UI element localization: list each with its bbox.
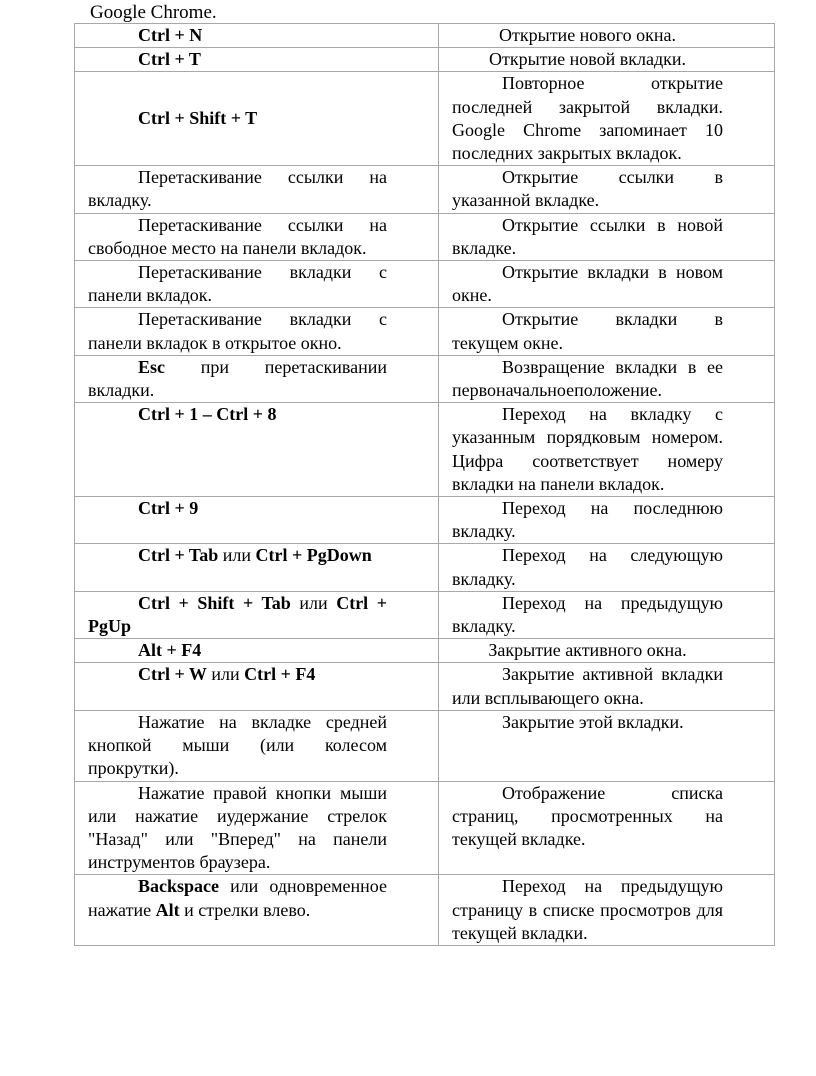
shortcut-text [88,308,387,354]
shortcut-text [88,107,387,130]
shortcut-cell [75,166,439,213]
action-cell [439,781,775,875]
shortcut-key: Ctrl + Tab [138,545,219,566]
action-text: Открытие вкладки в текущем окне. [452,309,723,353]
shortcut-text [88,403,387,426]
table-row [75,166,775,213]
shortcut-cell [75,72,439,166]
shortcut-key: Ctrl + 9 [138,498,199,519]
page-title: Google Chrome. [90,2,217,23]
shortcut-key: Ctrl + Shift + Tab [138,592,291,613]
shortcut-cell [75,875,439,946]
action-cell [439,591,775,638]
shortcut-key: Esc [138,356,165,377]
shortcut-key: Backspace [138,876,219,897]
shortcut-key: Alt + F4 [138,640,202,661]
action-text: Открытие вкладки в новом окне. [452,262,723,306]
shortcut-cell [75,639,439,663]
shortcut-note: Нажатие правой кнопки мыши или нажатие иудержание стрелок "Назад" или "Вперед" на панели инструментов браузера. [88,782,387,873]
table-row [75,591,775,638]
action-text: Переход на вкладку с указанным порядковым номером. Цифра соответствует номеру вкладки на панели вкладок. [452,404,723,494]
action-text: Повторное открытие последней закрытой вкладки. Google Chrome запоминает 10 последних закрытых вкладок. [452,73,723,164]
table-row [75,781,775,875]
table-row [75,261,775,308]
shortcut-key: Ctrl + F4 [244,664,316,685]
shortcut-cell [75,48,439,72]
action-cell [439,639,775,663]
action-text: Переход на предыдущую вкладку. [452,592,723,637]
table-row [75,24,775,48]
shortcut-text [88,356,387,402]
shortcut-key: Ctrl + Shift + T [138,108,258,129]
action-text: Открытие новой вкладки. [488,49,687,70]
action-text: Открытие нового окна. [498,25,676,45]
action-cell [439,875,775,946]
table-row [75,544,775,591]
shortcut-note: или [290,592,337,613]
action-cell [439,497,775,544]
action-text: Переход на предыдущую страницу в списке просмотров для текущей вкладки. [452,876,723,943]
action-text: Переход на следующую вкладку. [452,545,723,589]
shortcut-cell [75,261,439,308]
shortcut-note: Перетаскивание вкладки с панели вкладок. [88,262,387,306]
shortcut-cell [75,213,439,260]
shortcut-key: Alt [155,899,180,920]
shortcut-note: Нажатие на вкладке средней кнопкой мыши (или колесом прокрутки). [88,711,387,779]
action-text: Открытие ссылки в указанной вкладке. [452,167,723,211]
table-row [75,72,775,166]
table-row [75,355,775,402]
action-cell [439,663,775,710]
shortcut-key: Ctrl + PgUp [88,592,388,637]
shortcut-cell [75,24,439,48]
table-row [75,403,775,497]
shortcut-key: Ctrl + N [138,25,203,45]
action-text: Отображение списка страниц, просмотренных на текущей вкладке. [452,782,723,849]
action-cell [439,355,775,402]
action-cell [439,213,775,260]
shortcut-key: Ctrl + W [138,664,207,685]
action-cell [439,261,775,308]
shortcut-note: Перетаскивание ссылки на вкладку. [88,167,387,211]
action-cell [439,308,775,355]
table-row [75,875,775,946]
shortcuts-table [74,23,775,946]
shortcut-key: Ctrl + 1 – Ctrl + 8 [138,404,277,425]
action-text: Возвращение вкладки в ее первоначальноеположение. [452,356,723,401]
action-cell [439,166,775,213]
action-text: Открытие ссылки в новой вкладке. [452,214,723,258]
shortcut-text [88,261,387,307]
shortcut-text [88,711,387,781]
table-row [75,710,775,781]
shortcut-note: Перетаскивание вкладки с панели вкладок в открытое окно. [88,309,387,353]
shortcut-text [88,497,387,520]
shortcut-cell [75,497,439,544]
table-row [75,639,775,663]
shortcut-cell [75,355,439,402]
table-row [75,48,775,72]
shortcut-cell [75,591,439,638]
shortcut-note: или одновременное нажатие [88,876,387,920]
action-text: Переход на последнюю вкладку. [452,498,723,542]
action-text: Закрытие этой вкладки. [502,711,684,732]
action-cell [439,72,775,166]
action-text: Закрытие активной вкладки или всплывающего окна. [452,664,723,708]
shortcut-text [88,782,387,875]
action-cell [439,544,775,591]
shortcut-note: Перетаскивание ссылки на свободное место на панели вкладок. [88,214,387,258]
shortcut-text [88,663,387,686]
shortcut-cell [75,710,439,781]
shortcut-text [88,48,387,71]
shortcut-cell [75,403,439,497]
shortcut-key: Ctrl + PgDown [255,545,372,566]
shortcut-cell [75,308,439,355]
shortcut-cell [75,663,439,710]
table-row [75,663,775,710]
shortcut-note: при перетаскивании вкладки. [88,356,387,401]
shortcut-text [88,214,387,260]
shortcut-text [88,166,387,212]
shortcut-text [88,544,387,567]
action-cell [439,48,775,72]
shortcut-text [88,875,387,921]
table-body [75,24,775,946]
shortcut-text [88,24,387,47]
action-cell [439,710,775,781]
table-row [75,308,775,355]
shortcut-note: или [218,545,256,566]
action-cell [439,24,775,48]
shortcut-text [88,639,387,662]
table-row [75,497,775,544]
shortcut-cell [75,781,439,875]
shortcut-note: и стрелки влево. [179,899,311,920]
action-text: Закрытие активного окна. [488,640,687,661]
shortcut-key: Ctrl + T [138,49,201,70]
table-row [75,213,775,260]
action-cell [439,403,775,497]
shortcut-note: или [206,664,245,685]
shortcut-text [88,592,387,638]
shortcut-cell [75,544,439,591]
